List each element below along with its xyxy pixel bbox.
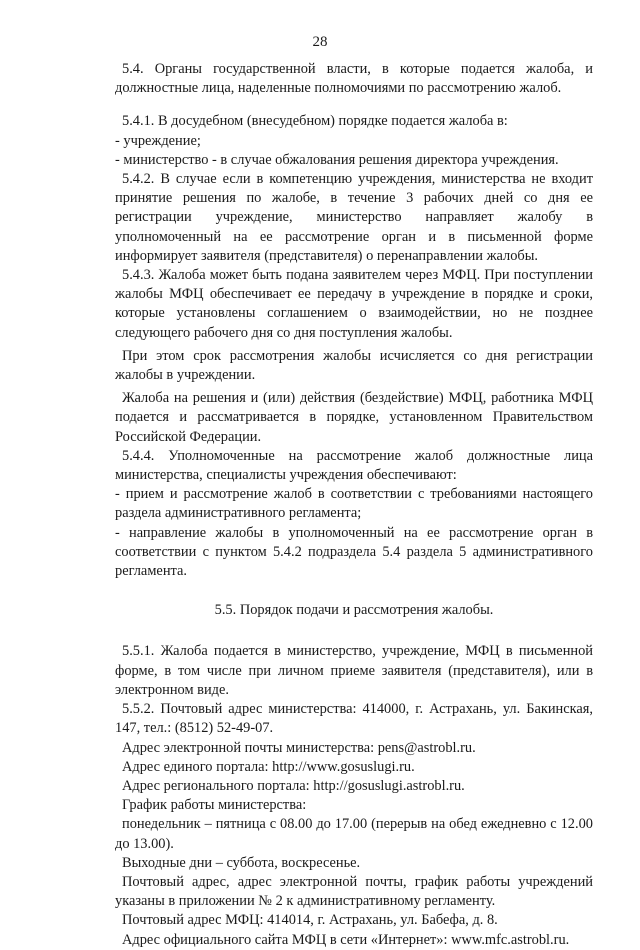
- paragraph-5-4-4: 5.4.4. Уполномоченные на рассмотрение жалоб должностные лица министерства, специалисты учреждения обеспечивают:: [115, 447, 593, 484]
- page-number: 28: [312, 34, 328, 50]
- mfc-website: Адрес официального сайта МФЦ в сети «Интернет»: www.mfc.astrobl.ru.: [122, 931, 570, 948]
- list-item-forwarding: - направление жалобы в уполномоченный на ее рассмотрение орган в соответствии с пунктом 5.4.2 подраздела 5.4 раздела 5 административного регламента.: [115, 524, 593, 580]
- regional-portal-address: Адрес регионального портала: http://gosuslugi.astrobl.ru.: [122, 777, 465, 794]
- institutions-contacts-note: Почтовый адрес, адрес электронной почты, график работы учреждений указаны в приложении № 2 к административному регламенту.: [115, 873, 593, 910]
- paragraph-review-term: При этом срок рассмотрения жалобы исчисляется со дня регистрации жалобы в учреждении.: [115, 347, 593, 384]
- ministry-email: Адрес электронной почты министерства: pens@astrobl.ru.: [122, 739, 476, 756]
- list-item-reception: - прием и рассмотрение жалоб в соответствии с требованиями настоящего раздела административного регламента;: [115, 486, 593, 522]
- ministry-schedule-label: График работы министерства:: [122, 797, 307, 814]
- paragraph-5-4-2: 5.4.2. В случае если в компетенцию учреждения, министерства не входит принятие решения по жалобе, в течение 3 рабочих дней со дня ее регистрации учреждение, министерство направляет жалобу в уполномоченный на ее рассмотрение орган и в письменной форме информирует заявителя (представителя) о перенаправлении жалобы.: [115, 171, 593, 264]
- paragraph-mfc-complaint: Жалоба на решения и (или) действия (бездействие) МФЦ, работника МФЦ подается и рассматривается в порядке, установленном Правительством Российской Федерации.: [115, 390, 593, 445]
- list-item-ministry: - министерство - в случае обжалования решения директора учреждения.: [115, 151, 559, 168]
- section-5-4-title: 5.4. Органы государственной власти, в которые подается жалоба, и должностные лица, наделенные полномочиями по рассмотрению жалоб.: [115, 61, 593, 97]
- paragraph-5-4-3: 5.4.3. Жалоба может быть подана заявителем через МФЦ. При поступлении жалобы МФЦ обеспечивает ее передачу в учреждение в порядке и сроки, которые установлены соглашением о взаимодействии, но не позднее следующего рабочего дня со дня поступления жалобы.: [115, 267, 593, 341]
- unified-portal-address: Адрес единого портала: http://www.gosuslugi.ru.: [122, 758, 415, 775]
- list-item-institution: - учреждение;: [115, 132, 201, 149]
- section-5-5-heading: 5.5. Порядок подачи и рассмотрения жалобы.: [214, 602, 494, 619]
- paragraph-5-5-2: 5.5.2. Почтовый адрес министерства: 414000, г. Астрахань, ул. Бакинская, 147, тел.: (8512) 52-49-07.: [115, 701, 593, 737]
- ministry-schedule: понедельник – пятница с 08.00 до 17.00 (перерыв на обед ежедневно с 12.00 до 13.00).: [115, 816, 593, 852]
- paragraph-5-5-1: 5.5.1. Жалоба подается в министерство, учреждение, МФЦ в письменной форме, в том числе при личном приеме заявителя (представителя), или в электронном виде.: [115, 643, 593, 698]
- paragraph-5-4-1: 5.4.1. В досудебном (внесудебном) порядке подается жалоба в:: [122, 113, 508, 130]
- mfc-postal-address: Почтовый адрес МФЦ: 414014, г. Астрахань, ул. Бабефа, д. 8.: [122, 912, 498, 929]
- days-off: Выходные дни – суббота, воскресенье.: [122, 854, 361, 871]
- document-body: [115, 60, 593, 950]
